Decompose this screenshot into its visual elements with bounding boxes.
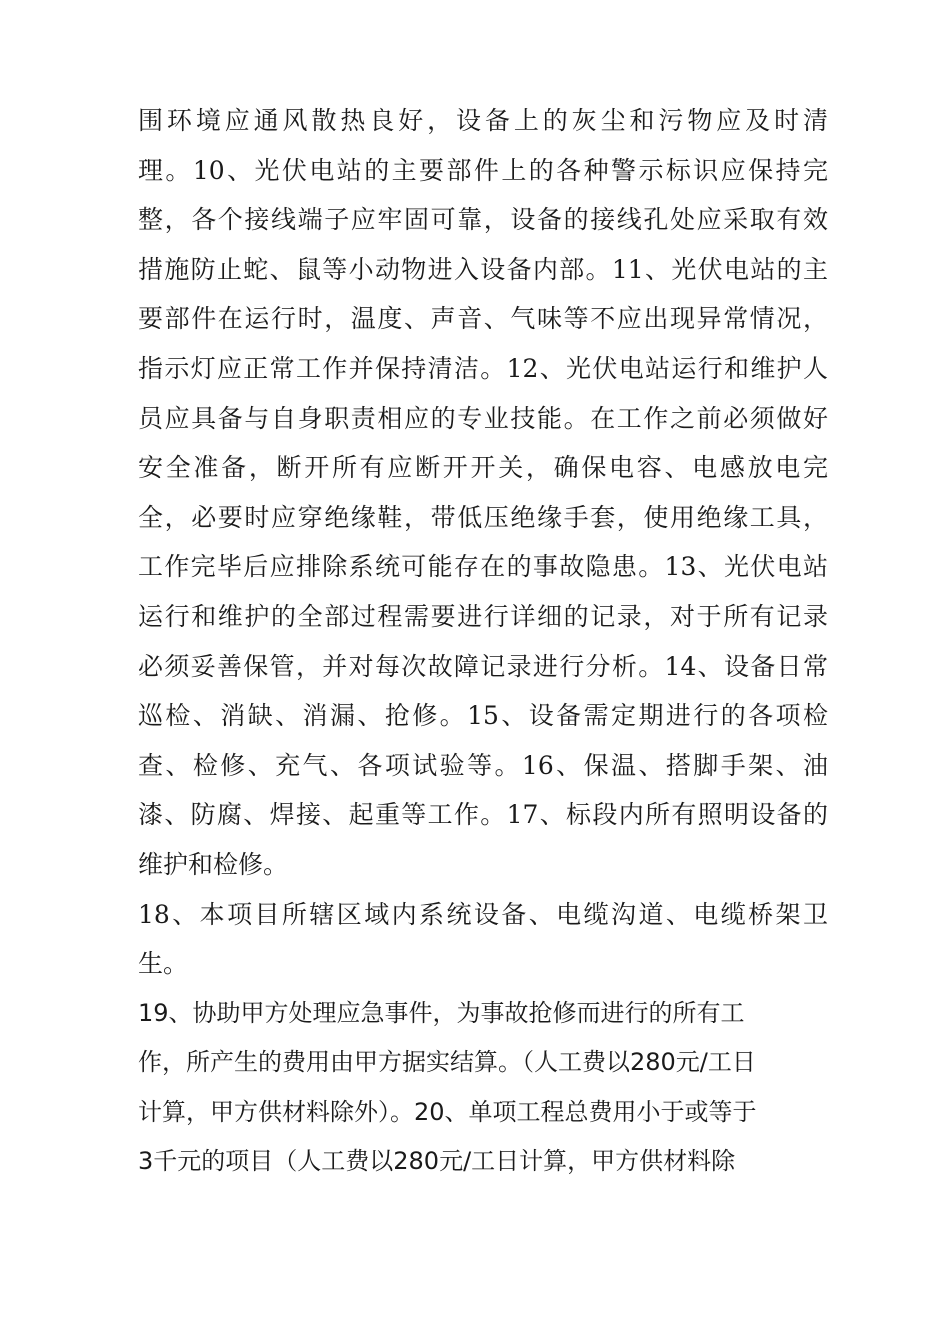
text-line: 18、本项目所辖区域内系统设备、电缆沟道、电缆桥架卫 — [138, 899, 828, 929]
text-line: 3千元的项目（人工费以280元/工日计算，甲方供材料除 — [138, 1147, 736, 1176]
text-line: 工作完毕后应排除系统可能存在的事故隐患。13、光伏电站 — [138, 552, 828, 582]
text-line: 作，所产生的费用由甲方据实结算。（人工费以280元/工日 — [138, 1048, 756, 1077]
text-line: 措施防止蛇、鼠等小动物进入设备内部。11、光伏电站的主 — [138, 254, 828, 284]
text-line: 维护和检修。 — [138, 849, 289, 879]
text-line: 整，各个接线端子应牢固可靠，设备的接线孔处应采取有效 — [138, 205, 828, 235]
text-line: 漆、防腐、焊接、起重等工作。17、标段内所有照明设备的 — [138, 800, 828, 830]
text-line: 理。10、光伏电站的主要部件上的各种警示标识应保持完 — [138, 155, 828, 185]
text-line: 19、协助甲方处理应急事件，为事故抢修而进行的所有工 — [138, 998, 745, 1027]
text-line: 必须妥善保管，并对每次故障记录进行分析。14、设备日常 — [138, 651, 828, 681]
text-line: 运行和维护的全部过程需要进行详细的记录，对于所有记录 — [138, 601, 828, 631]
text-line: 围环境应通风散热良好，设备上的灰尘和污物应及时清 — [138, 106, 828, 135]
body-text — [138, 96, 828, 1187]
text-line: 计算，甲方供材料除外）。20、单项工程总费用小于或等于 — [138, 1097, 757, 1126]
text-line: 安全准备，断开所有应断开开关，确保电容、电感放电完 — [138, 453, 828, 483]
text-line: 查、检修、充气、各项试验等。16、保温、搭脚手架、油 — [138, 750, 828, 780]
text-line: 全，必要时应穿绝缘鞋，带低压绝缘手套，使用绝缘工具， — [138, 502, 828, 532]
text-line: 巡检、消缺、消漏、抢修。15、设备需定期进行的各项检 — [138, 701, 828, 731]
text-line: 生。 — [138, 949, 189, 979]
text-line: 要部件在运行时，温度、声音、气味等不应出现异常情况， — [138, 304, 828, 334]
text-line: 员应具备与自身职责相应的专业技能。在工作之前必须做好 — [138, 403, 828, 433]
text-line: 指示灯应正常工作并保持清洁。12、光伏电站运行和维护人 — [138, 353, 828, 383]
